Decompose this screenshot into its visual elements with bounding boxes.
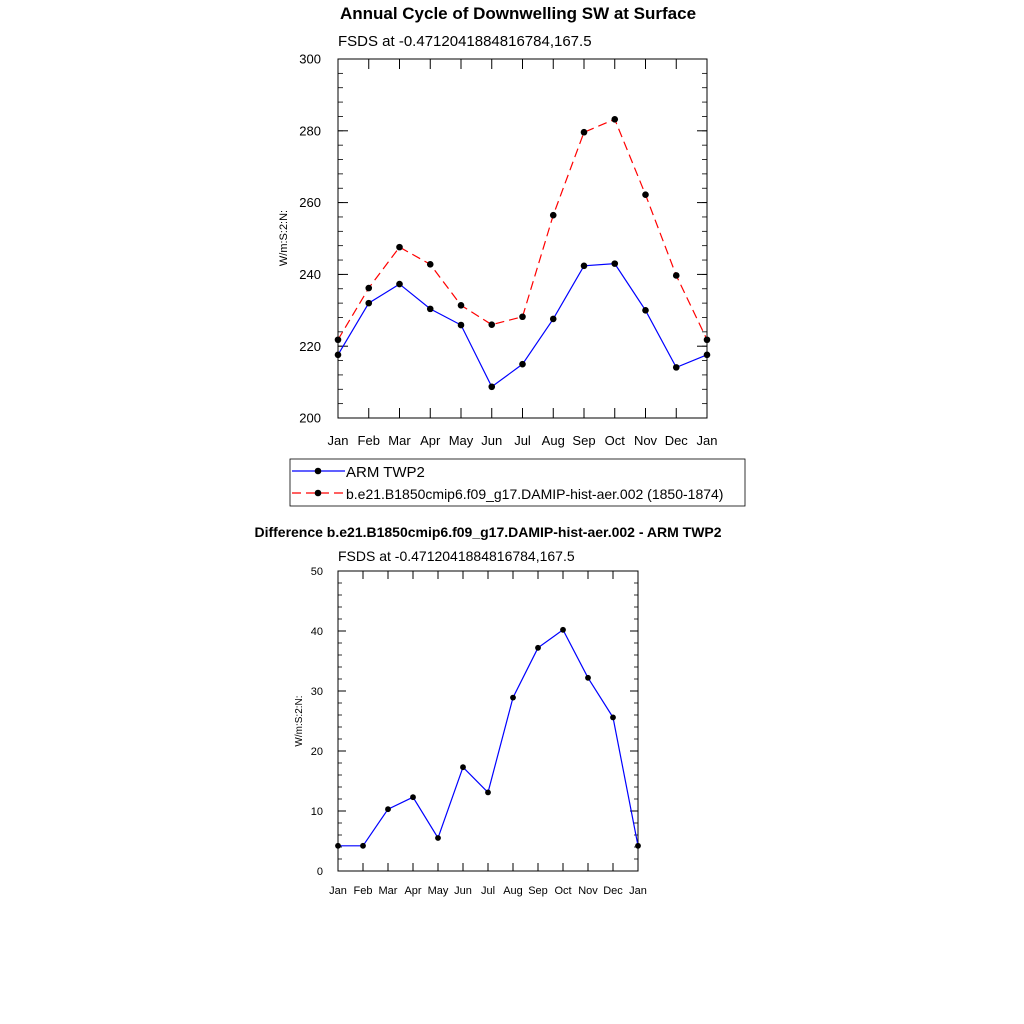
data-point <box>458 302 465 309</box>
x-tick-label: Jan <box>329 885 347 897</box>
data-point <box>360 843 366 849</box>
x-tick-label: Apr <box>404 885 422 897</box>
data-point <box>335 352 342 359</box>
y-tick-label: 200 <box>299 410 321 426</box>
x-tick-label: Nov <box>633 433 658 448</box>
y-tick-label: 50 <box>310 565 323 578</box>
data-point <box>550 316 557 323</box>
y-tick-label: 260 <box>299 195 321 211</box>
data-point <box>610 715 616 721</box>
data-point <box>460 764 466 770</box>
x-tick-label: Jul <box>514 433 531 448</box>
x-tick-label: Sep <box>572 433 596 448</box>
annual-cycle-chart <box>278 4 717 448</box>
y-tick-label: 10 <box>310 805 323 818</box>
data-point <box>365 300 372 307</box>
data-point <box>365 285 372 292</box>
chart-subtitle: FSDS at -0.4712041884816784,167.5 <box>338 548 575 564</box>
x-tick-label: Oct <box>554 885 572 897</box>
data-point <box>510 695 516 701</box>
legend-item-model <box>292 486 723 502</box>
plot-frame <box>338 571 638 871</box>
data-point <box>335 843 341 849</box>
x-tick-label: Oct <box>604 433 625 448</box>
difference-chart <box>254 524 721 897</box>
x-tick-label: Sep <box>528 885 548 897</box>
y-tick-label: 20 <box>310 745 323 758</box>
data-point <box>485 790 491 796</box>
x-tick-label: Jan <box>629 885 647 897</box>
x-tick-label: Feb <box>353 885 373 897</box>
y-tick-label: 30 <box>310 685 323 698</box>
data-point <box>519 361 526 368</box>
data-point <box>550 212 557 219</box>
x-tick-label: Aug <box>503 885 523 897</box>
data-point <box>488 383 495 390</box>
data-point <box>673 364 680 371</box>
x-tick-label: May <box>448 433 474 448</box>
data-point <box>611 116 618 123</box>
x-tick-label: Jan <box>696 433 718 448</box>
data-point <box>435 835 441 841</box>
legend-label: b.e21.B1850cmip6.f09_g17.DAMIP-hist-aer.002 (1850-1874) <box>346 486 724 502</box>
x-tick-label: Nov <box>578 885 598 897</box>
series-layer <box>335 627 641 849</box>
x-tick-label: Aug <box>541 433 565 448</box>
x-tick-label: Dec <box>664 433 688 448</box>
x-tick-label: Jan <box>327 433 349 448</box>
x-tick-label: Jul <box>480 885 496 897</box>
data-point <box>535 645 541 651</box>
legend-label: ARM TWP2 <box>346 464 425 481</box>
x-tick-label: Jun <box>481 433 503 448</box>
series-line-1 <box>338 119 707 339</box>
series-layer <box>335 116 711 390</box>
y-axis-label: W/m:S:2:N: <box>278 209 290 267</box>
y-axis-label: W/m:S:2:N: <box>294 695 305 747</box>
series-line-0 <box>338 630 638 846</box>
x-tick-label: May <box>427 885 449 897</box>
x-tick-label: Apr <box>420 433 441 448</box>
legend-marker <box>315 468 322 475</box>
data-point <box>642 191 649 198</box>
data-point <box>635 843 641 849</box>
data-point <box>611 260 618 267</box>
data-point <box>673 272 680 279</box>
data-point <box>585 675 591 681</box>
axes <box>299 52 717 448</box>
data-point <box>385 806 391 812</box>
data-point <box>458 322 465 329</box>
y-tick-label: 40 <box>310 625 323 638</box>
data-point <box>410 794 416 800</box>
data-point <box>396 244 403 251</box>
data-point <box>488 321 495 328</box>
data-point <box>704 336 711 343</box>
data-point <box>519 313 526 320</box>
legend-marker <box>315 490 322 497</box>
x-tick-label: Feb <box>357 433 380 448</box>
y-tick-label: 300 <box>299 51 321 67</box>
series-line-0 <box>338 264 707 387</box>
chart-title: Difference b.e21.B1850cmip6.f09_g17.DAMIP-hist-aer.002 - ARM TWP2 <box>254 524 722 540</box>
x-tick-label: Mar <box>388 433 411 448</box>
x-tick-label: Dec <box>603 885 623 897</box>
y-tick-label: 280 <box>299 123 321 139</box>
y-tick-label: 220 <box>299 338 321 354</box>
data-point <box>427 261 434 268</box>
legend <box>290 459 745 506</box>
y-tick-label: 240 <box>299 266 321 282</box>
data-point <box>560 627 566 633</box>
data-point <box>396 281 403 288</box>
chart-title: Annual Cycle of Downwelling SW at Surface <box>339 4 697 23</box>
data-point <box>642 307 649 314</box>
data-point <box>335 336 342 343</box>
data-point <box>581 129 588 136</box>
y-tick-label: 0 <box>316 865 323 878</box>
x-tick-label: Jun <box>454 885 472 897</box>
data-point <box>581 262 588 269</box>
data-point <box>704 352 711 359</box>
data-point <box>427 306 434 313</box>
x-tick-label: Mar <box>378 885 398 897</box>
chart-subtitle: FSDS at -0.4712041884816784,167.5 <box>338 33 592 50</box>
